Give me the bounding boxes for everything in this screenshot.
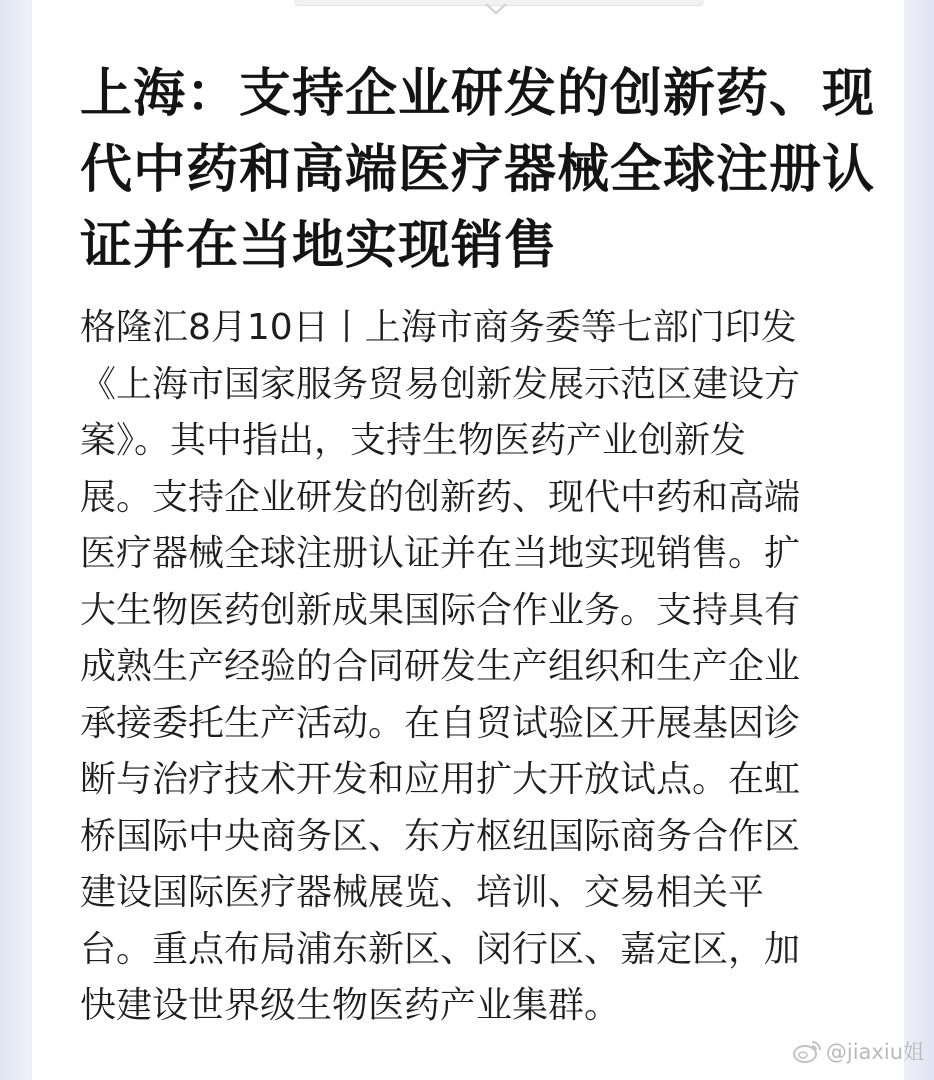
article-headline — [80, 56, 876, 284]
weibo-logo-icon — [792, 1038, 822, 1064]
body-line: 建设国际医疗器械展览、培训、交易相关平 — [80, 872, 765, 913]
body-line: 《上海市国家服务贸易创新发展示范区建设方 — [80, 363, 801, 405]
headline-line: 上海：支持企业研发的创新药、现 — [80, 63, 876, 124]
body-line: 断与治疗技术开发和应用扩大开放试点。在虹 — [80, 759, 801, 800]
article-body — [80, 300, 870, 1035]
chevron-down-icon[interactable] — [484, 0, 508, 16]
body-line: 大生物医药创新成果国际合作业务。支持具有 — [80, 589, 801, 631]
watermark-text: @jiaxiu姐 — [825, 1040, 924, 1064]
body-line: 桥国际中央商务区、东方枢纽国际商务合作区 — [80, 815, 801, 857]
body-line: 格隆汇8月10日丨上海市商务委等七部门印发 — [80, 307, 797, 348]
body-line: 成熟生产经验的合同研发生产组织和生产企业 — [80, 646, 801, 687]
body-line: 承接委托生产活动。在自贸试验区开展基因诊 — [80, 702, 801, 744]
headline-line: 代中药和高端医疗器械全球注册认 — [80, 139, 876, 200]
body-line: 台。重点布局浦东新区、闵行区、嘉定区，加 — [80, 928, 801, 970]
watermark — [792, 1036, 924, 1066]
headline-line: 证并在当地实现销售 — [80, 215, 558, 276]
body-line: 案》。其中指出，支持生物医药产业创新发 — [80, 420, 747, 461]
body-line: 展。支持企业研发的创新药、现代中药和高端 — [80, 476, 801, 518]
body-line: 医疗器械全球注册认证并在当地实现销售。扩 — [80, 533, 801, 574]
body-line: 快建设世界级生物医药产业集群。 — [80, 985, 621, 1026]
